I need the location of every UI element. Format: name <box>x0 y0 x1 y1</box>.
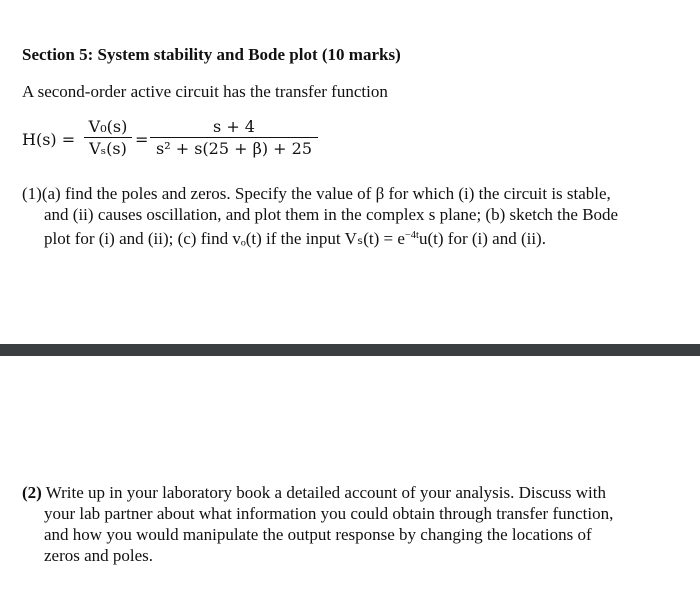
fraction-bar <box>84 137 132 138</box>
question-1-line: (1)(a) find the poles and zeros. Specify the value of β for which (i) the circuit is stable, <box>22 184 611 203</box>
section-heading: Section 5: System stability and Bode plot (10 marks) <box>22 45 401 64</box>
question-2-line: and how you would manipulate the output response by changing the locations of <box>44 525 592 544</box>
question-1-line <box>22 225 682 249</box>
question-1-text: u(t) for (i) and (ii). <box>418 229 546 248</box>
fraction-denominator: Vₛ(s) <box>89 139 127 158</box>
fraction-bar <box>150 137 318 138</box>
fraction-denominator: s² + s(25 + β) + 25 <box>155 139 313 158</box>
section-divider <box>0 344 700 356</box>
question-2-line: your lab partner about what information you could obtain through transfer function, <box>44 504 614 523</box>
question-1-line: and (ii) causes oscillation, and plot them in the complex s plane; (b) sketch the Bode <box>44 205 619 224</box>
fraction-numerator: V₀(s) <box>88 117 128 136</box>
question-2-label: (2) <box>22 483 42 502</box>
equation-lhs: H(s) = <box>22 130 76 149</box>
intro-text: A second-order active circuit has the transfer function <box>22 82 388 101</box>
question-2 <box>22 482 682 566</box>
question-1 <box>22 183 682 249</box>
question-2-text: Write up in your laboratory book a detailed account of your analysis. Discuss with <box>45 483 606 502</box>
polynomial-fraction <box>150 117 318 158</box>
question-2-line <box>22 482 682 503</box>
exponent: −4t <box>404 230 419 241</box>
transfer-function-equation <box>22 116 342 170</box>
voltage-ratio-fraction <box>84 117 132 158</box>
fraction-numerator: s + 4 <box>213 117 255 136</box>
equals-sign: = <box>135 130 149 149</box>
question-2-line: zeros and poles. <box>44 546 154 565</box>
question-1-text: plot for (i) and (ii); (c) find vₒ(t) if the input Vₛ(t) = e <box>44 229 405 248</box>
